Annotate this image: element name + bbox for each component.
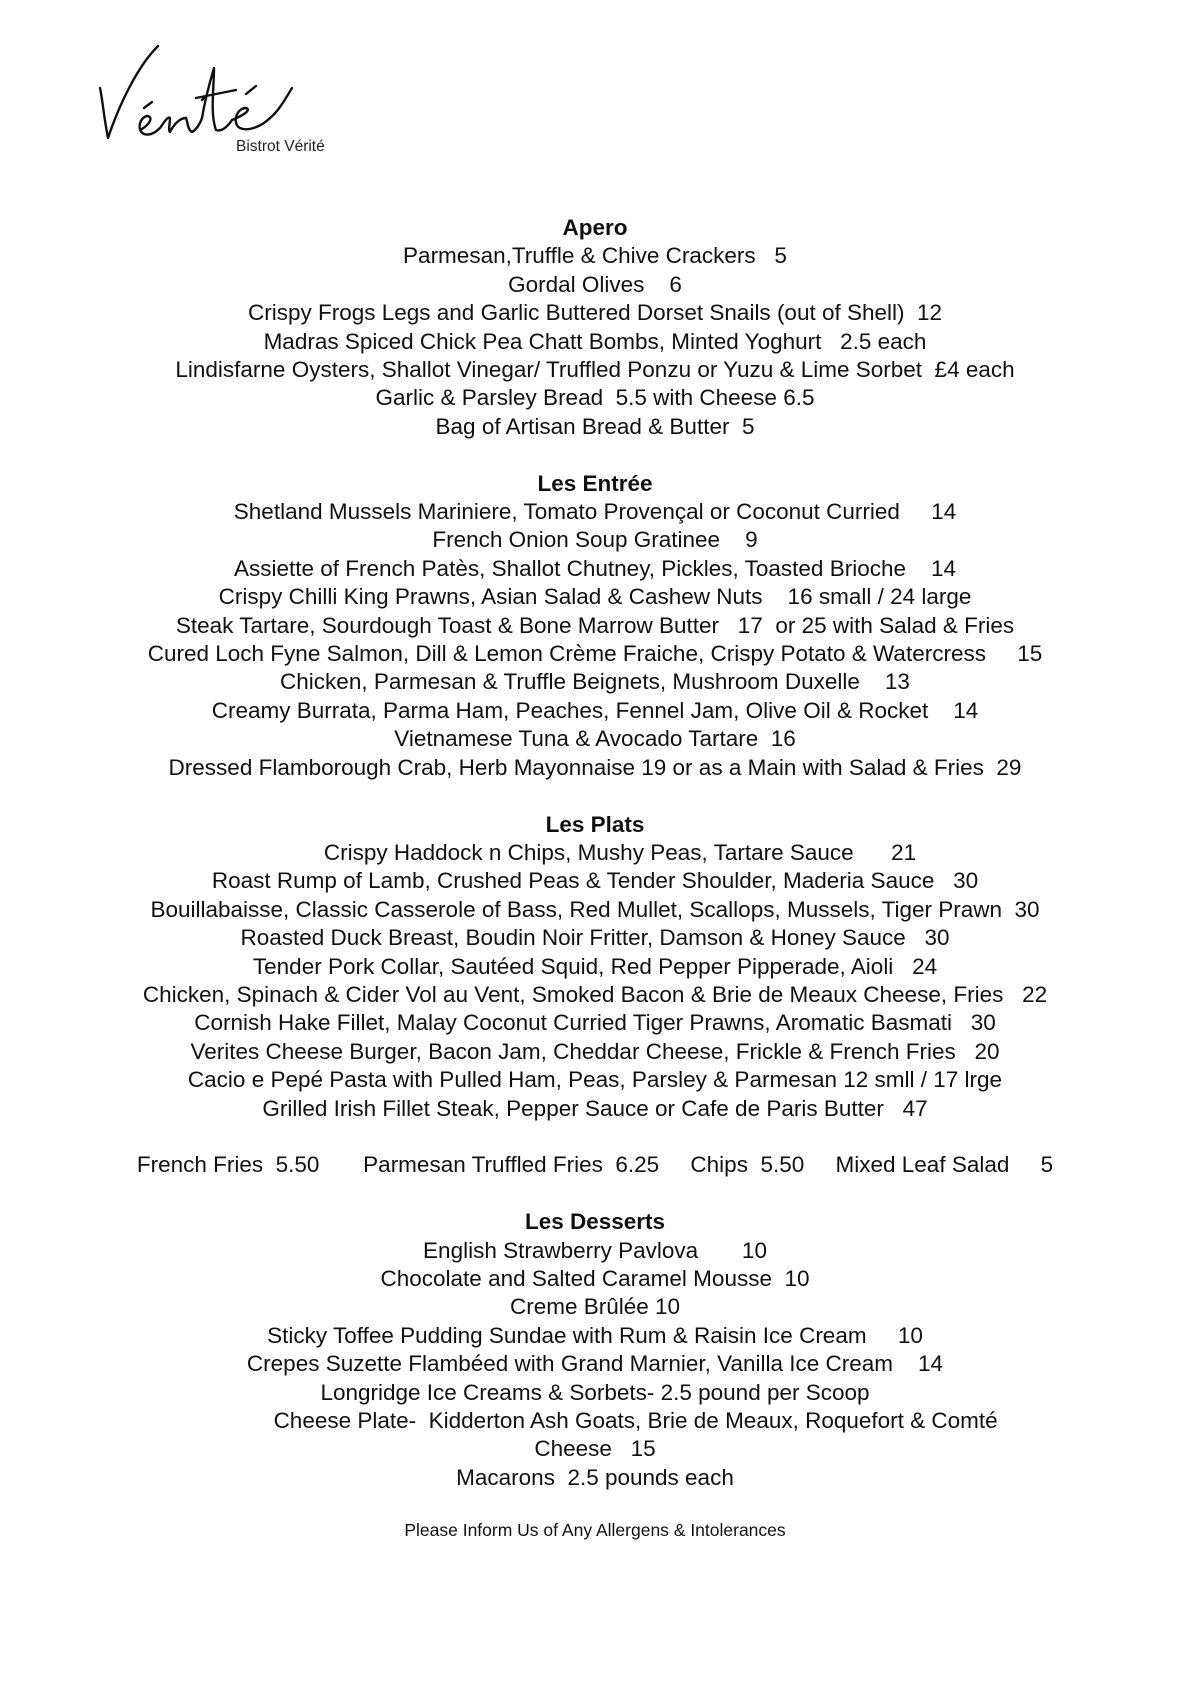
menu-item: Garlic & Parsley Bread 5.5 with Cheese 6.5 (375, 385, 815, 411)
menu-item: Crispy Frogs Legs and Garlic Buttered Dorset Snails (out of Shell) 12 (247, 300, 943, 326)
menu-item: Madras Spiced Chick Pea Chatt Bombs, Minted Yoghurt 2.5 each (263, 328, 927, 354)
section-plats (0, 811, 1190, 1123)
side-item: French Fries 5.50 (136, 1152, 320, 1178)
menu-item: Gordal Olives 6 (508, 271, 682, 297)
menu-item: Shetland Mussels Mariniere, Tomato Provençal or Coconut Curried 14 (233, 499, 957, 525)
section-title: Apero (562, 215, 628, 240)
menu-item: English Strawberry Pavlova 10 (423, 1237, 767, 1263)
side-item: Parmesan Truffled Fries 6.25 (363, 1152, 660, 1178)
section-desserts (0, 1208, 1190, 1492)
menu-item: Grilled Irish Fillet Steak, Pepper Sauce or Cafe de Paris Butter 47 (262, 1095, 928, 1121)
menu-item: Cured Loch Fyne Salmon, Dill & Lemon Crème Fraiche, Crispy Potato & Watercress 15 (147, 641, 1043, 667)
menu-item: Longridge Ice Creams & Sorbets- 2.5 pound per Scoop (320, 1379, 870, 1405)
menu-item: Bag of Artisan Bread & Butter 5 (435, 413, 755, 439)
menu-item: Cheese Plate- Kidderton Ash Goats, Brie de Meaux, Roquefort & Comté (192, 1408, 998, 1433)
menu-item: Crepes Suzette Flambéed with Grand Marnier, Vanilla Ice Cream 14 (246, 1351, 944, 1377)
menu-item: Macarons 2.5 pounds each (456, 1464, 734, 1490)
menu-item: Creamy Burrata, Parma Ham, Peaches, Fennel Jam, Olive Oil & Rocket 14 (211, 697, 979, 723)
logo-subtitle: Bistrot Vérité (236, 138, 325, 155)
section-entree (0, 470, 1190, 782)
verite-wordmark-logo (96, 38, 306, 148)
spacer (0, 1180, 1190, 1208)
menu-item: Roast Rump of Lamb, Crushed Peas & Tender Shoulder, Maderia Sauce 30 (211, 868, 979, 894)
sides-row (0, 1151, 1190, 1179)
spacer (0, 441, 1190, 469)
menu-item: French Onion Soup Gratinee 9 (432, 527, 758, 553)
logo (96, 38, 356, 168)
menu-item: Vietnamese Tuna & Avocado Tartare 16 (394, 726, 796, 752)
menu-item: Creme Brûlée 10 (509, 1294, 681, 1320)
menu-item: Assiette of French Patès, Shallot Chutney, Pickles, Toasted Brioche 14 (233, 555, 957, 581)
menu-item: Chicken, Spinach & Cider Vol au Vent, Smoked Bacon & Brie de Meaux Cheese, Fries 22 (142, 981, 1048, 1007)
spacer (0, 1123, 1190, 1151)
menu-item: Roasted Duck Breast, Boudin Noir Fritter, Damson & Honey Sauce 30 (240, 925, 950, 951)
menu-item: Steak Tartare, Sourdough Toast & Bone Marrow Butter 17 or 25 with Salad & Fries (175, 612, 1015, 638)
section-title: Les Plats (545, 811, 645, 837)
menu-item: Parmesan,Truffle & Chive Crackers 5 (403, 243, 787, 269)
menu-item: Tender Pork Collar, Sautéed Squid, Red Pepper Pipperade, Aioli 24 (252, 953, 938, 979)
spacer (0, 782, 1190, 810)
menu-item: Verites Cheese Burger, Bacon Jam, Cheddar Cheese, Frickle & French Fries 20 (190, 1038, 1000, 1064)
menu-item: Cheese 15 (534, 1436, 656, 1462)
menu-item: Sticky Toffee Pudding Sundae with Rum & Raisin Ice Cream 10 (267, 1322, 923, 1348)
section-title: Les Entrée (537, 470, 653, 496)
menu-item: Chocolate and Salted Caramel Mousse 10 (380, 1265, 810, 1291)
menu-item: Crispy Chilli King Prawns, Asian Salad & Cashew Nuts 16 small / 24 large (218, 584, 972, 610)
menu-item: Cornish Hake Fillet, Malay Coconut Curried Tiger Prawns, Aromatic Basmati 30 (194, 1010, 996, 1036)
side-item: Chips 5.50 (690, 1152, 805, 1178)
menu-item: Crispy Haddock n Chips, Mushy Peas, Tartare Sauce 21 (273, 839, 917, 865)
menu-item: Cacio e Pepé Pasta with Pulled Ham, Peas, Parsley & Parmesan 12 smll / 17 lrge (187, 1067, 1003, 1093)
menu-item: Chicken, Parmesan & Truffle Beignets, Mushroom Duxelle 13 (280, 669, 910, 695)
menu-item: Bouillabaisse, Classic Casserole of Bass, Red Mullet, Scallops, Mussels, Tiger Prawn 30 (150, 896, 1040, 922)
section-apero (0, 214, 1190, 441)
menu-item: Lindisfarne Oysters, Shallot Vinegar/ Truffled Ponzu or Yuzu & Lime Sorbet £4 each (175, 357, 1015, 383)
menu-item: Dressed Flamborough Crab, Herb Mayonnaise 19 or as a Main with Salad & Fries 29 (168, 754, 1022, 780)
section-title: Les Desserts (524, 1209, 666, 1235)
allergen-notice: Please Inform Us of Any Allergens & Intolerances (404, 1520, 786, 1540)
side-item: Mixed Leaf Salad 5 (835, 1152, 1054, 1178)
menu (0, 214, 1190, 1492)
